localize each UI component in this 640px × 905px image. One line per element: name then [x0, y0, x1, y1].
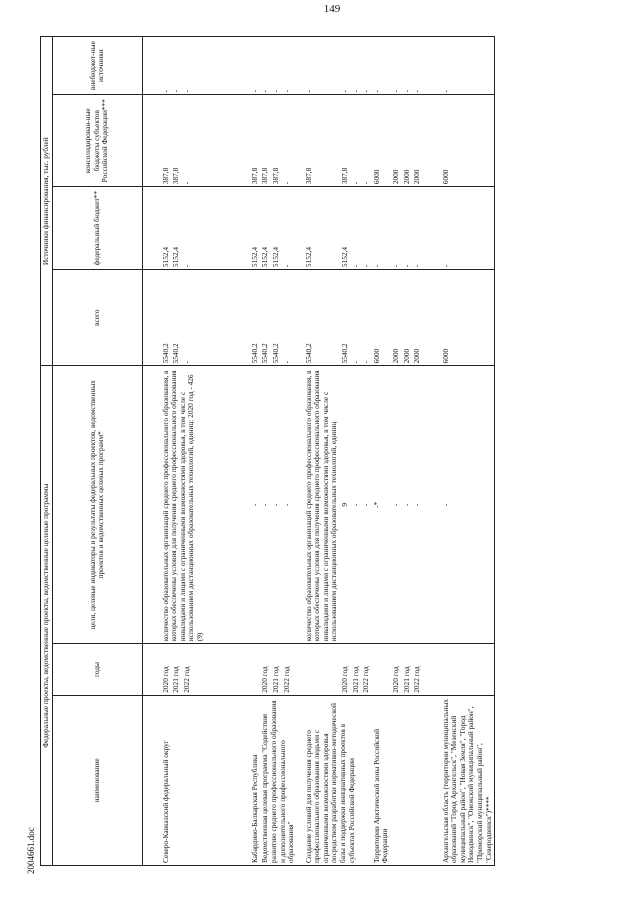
row-year: 2020 год — [391, 644, 402, 696]
regional-column-header: консолидирован-ные бюджеты субъектов Российской Федерации*** — [52, 95, 142, 187]
federal-column-header: федеральный бюджет** — [52, 187, 142, 270]
row-regional: 387,8 — [340, 95, 351, 187]
row-federal: 5152,4 — [161, 187, 172, 270]
row-extra: - — [271, 37, 282, 95]
table-header — [41, 37, 143, 866]
row-regional: 2000 — [402, 95, 413, 187]
row-regional: 387,8 — [304, 95, 340, 187]
row-federal: 5152,4 — [304, 187, 340, 270]
row-total: - — [282, 270, 304, 366]
row-extra: - — [171, 37, 182, 95]
row-extra: - — [372, 37, 391, 95]
row-federal: 5152,4 — [250, 187, 261, 270]
row-extra: - — [161, 37, 172, 95]
row-name: Ведомственная целевая программа "Содействие развитию среднего профессионального образования и дополнительного профессионального образования" — [260, 695, 303, 865]
row-extra: - — [391, 37, 402, 95]
row-goal: - — [250, 366, 261, 644]
row-goal: количество образовательных организаций среднего профессионального образования, в которых обеспечены условия для получения среднего профессионального образования инвалидами и лицами с ограниченными возможностями здоровья, в том числе с использованием дистанционных образовательных технологий, единиц — [304, 366, 340, 644]
row-regional: 2000 — [391, 95, 402, 187]
row-federal: - — [402, 187, 413, 270]
row-total: 6000 — [372, 270, 391, 366]
row-year: 2020 год — [260, 644, 271, 696]
row-extra: - — [351, 37, 362, 95]
row-federal: - — [282, 187, 304, 270]
row-extra: - — [250, 37, 261, 95]
row-goal: - — [412, 366, 423, 644]
row-name: Кабардино-Балкарская Республика — [250, 695, 261, 865]
row-year: 2020 год — [340, 644, 351, 696]
row-regional: 387,8 — [161, 95, 172, 187]
row-total: 5540,2 — [260, 270, 271, 366]
row-federal: - — [372, 187, 391, 270]
row-extra: - — [402, 37, 413, 95]
row-total: - — [182, 270, 232, 366]
table-row — [260, 37, 271, 866]
row-goal: - — [260, 366, 271, 644]
row-total: 2000 — [402, 270, 413, 366]
table-row — [250, 37, 261, 866]
row-federal: 5152,4 — [340, 187, 351, 270]
row-name — [182, 695, 232, 865]
row-year: 2021 год — [171, 644, 182, 696]
row-year: 2021 год — [351, 644, 362, 696]
row-regional: 387,8 — [260, 95, 271, 187]
name-column-header: наименование — [52, 695, 142, 865]
row-federal: - — [441, 187, 495, 270]
table-row — [441, 37, 495, 866]
row-year: 2022 год — [361, 644, 372, 696]
row-total: - — [361, 270, 372, 366]
row-extra: - — [412, 37, 423, 95]
table-row — [304, 37, 340, 866]
table-row — [391, 37, 402, 866]
row-name — [391, 695, 402, 865]
row-name — [412, 695, 423, 865]
row-federal: - — [391, 187, 402, 270]
row-total: 5540,2 — [340, 270, 351, 366]
row-year — [372, 644, 391, 696]
row-name: Создание условий для получения среднего профессионального образования людьми с ограниченными возможностями здоровья посредством разработки нормативно-методической базы и поддержки инициативных проектов в субъектах Российской Федерации — [304, 695, 372, 865]
row-federal: 5152,4 — [260, 187, 271, 270]
row-total: 2000 — [412, 270, 423, 366]
row-extra: - — [361, 37, 372, 95]
row-year: 2021 год — [402, 644, 413, 696]
row-total: 2000 — [391, 270, 402, 366]
goals-column-header: цели, целевые индикаторы и результаты федеральных проектов, ведомственных проектов и ведомственных целевых программ* — [52, 366, 142, 644]
row-goal: - — [391, 366, 402, 644]
row-federal: - — [412, 187, 423, 270]
row-year: 2021 год — [271, 644, 282, 696]
row-total: 5540,2 — [271, 270, 282, 366]
row-year: 2020 год — [161, 644, 172, 696]
row-regional: 6000 — [441, 95, 495, 187]
table-row — [372, 37, 391, 866]
extra-budget-column-header: внебюджет-ные источники — [52, 37, 142, 95]
row-federal: 5152,4 — [271, 187, 282, 270]
row-goal: - — [361, 366, 372, 644]
row-goal: 9 — [340, 366, 351, 644]
row-federal: - — [351, 187, 362, 270]
row-goal: - — [441, 366, 495, 644]
row-federal: 5152,4 — [171, 187, 182, 270]
row-regional: - — [182, 95, 232, 187]
row-total: 5540,2 — [304, 270, 340, 366]
row-name: Северо-Кавказский федеральный округ — [161, 695, 172, 865]
page-number: 149 — [323, 3, 341, 15]
row-extra: - — [340, 37, 351, 95]
funding-group-header: Источники финансирования, тыс. рублей — [41, 37, 53, 366]
row-regional: - — [282, 95, 304, 187]
document-id: 2004661.doc — [26, 827, 36, 874]
row-regional: 387,8 — [250, 95, 261, 187]
row-year: 2022 год — [182, 644, 232, 696]
row-goal: - — [271, 366, 282, 644]
row-year: 2022 год — [412, 644, 423, 696]
row-total: 5540,2 — [161, 270, 172, 366]
table-row — [412, 37, 423, 866]
row-name — [171, 695, 182, 865]
table-body — [142, 37, 495, 866]
row-goal: -* — [372, 366, 391, 644]
projects-group-header: Федеральные проекты, ведомственные проекты, ведомственные целевые программы — [41, 366, 53, 866]
row-year: 2022 год — [282, 644, 304, 696]
row-regional: 2000 — [412, 95, 423, 187]
row-total: 5540,2 — [171, 270, 182, 366]
row-name: Архангельская область (территории муниципальных образований "Город Архангельск", "Мезенский муниципальный район", "Новая Земля", "Город Новодвинск", "Онежский муниципальный район", "Приморский муниципальный район", "Северодвинск")**** — [441, 695, 495, 865]
table-row — [402, 37, 413, 866]
row-federal: - — [182, 187, 232, 270]
row-federal: - — [361, 187, 372, 270]
rotated-table-container — [40, 36, 590, 866]
row-name — [402, 695, 413, 865]
row-total: 5540,2 — [250, 270, 261, 366]
row-goal: - — [351, 366, 362, 644]
total-column-header: всего — [52, 270, 142, 366]
row-extra: - — [182, 37, 232, 95]
row-name: Территории Арктической зоны Российской Федерации — [372, 695, 391, 865]
row-extra: - — [260, 37, 271, 95]
table-row — [161, 37, 172, 866]
row-goal: количество образовательных организаций среднего профессионального образования, в которых обеспечены условия для получения среднего профессионального образования инвалидами и лицами с ограниченными возможностями здоровья, в том числе с использованием дистанционных образовательных технологий, единиц: 2020 год - 426 (9) — [161, 366, 232, 644]
row-regional: - — [351, 95, 362, 187]
row-total: 6000 — [441, 270, 495, 366]
financing-table — [40, 36, 495, 866]
years-column-header: годы — [52, 644, 142, 696]
row-regional: 6000 — [372, 95, 391, 187]
row-extra: - — [282, 37, 304, 95]
row-year — [441, 644, 495, 696]
row-extra: - — [441, 37, 495, 95]
row-regional: 387,8 — [171, 95, 182, 187]
row-year — [250, 644, 261, 696]
row-year — [304, 644, 340, 696]
row-total: - — [351, 270, 362, 366]
row-regional: 387,8 — [271, 95, 282, 187]
row-goal: - — [402, 366, 413, 644]
row-regional: - — [361, 95, 372, 187]
row-extra: - — [304, 37, 340, 95]
row-goal: - — [282, 366, 304, 644]
